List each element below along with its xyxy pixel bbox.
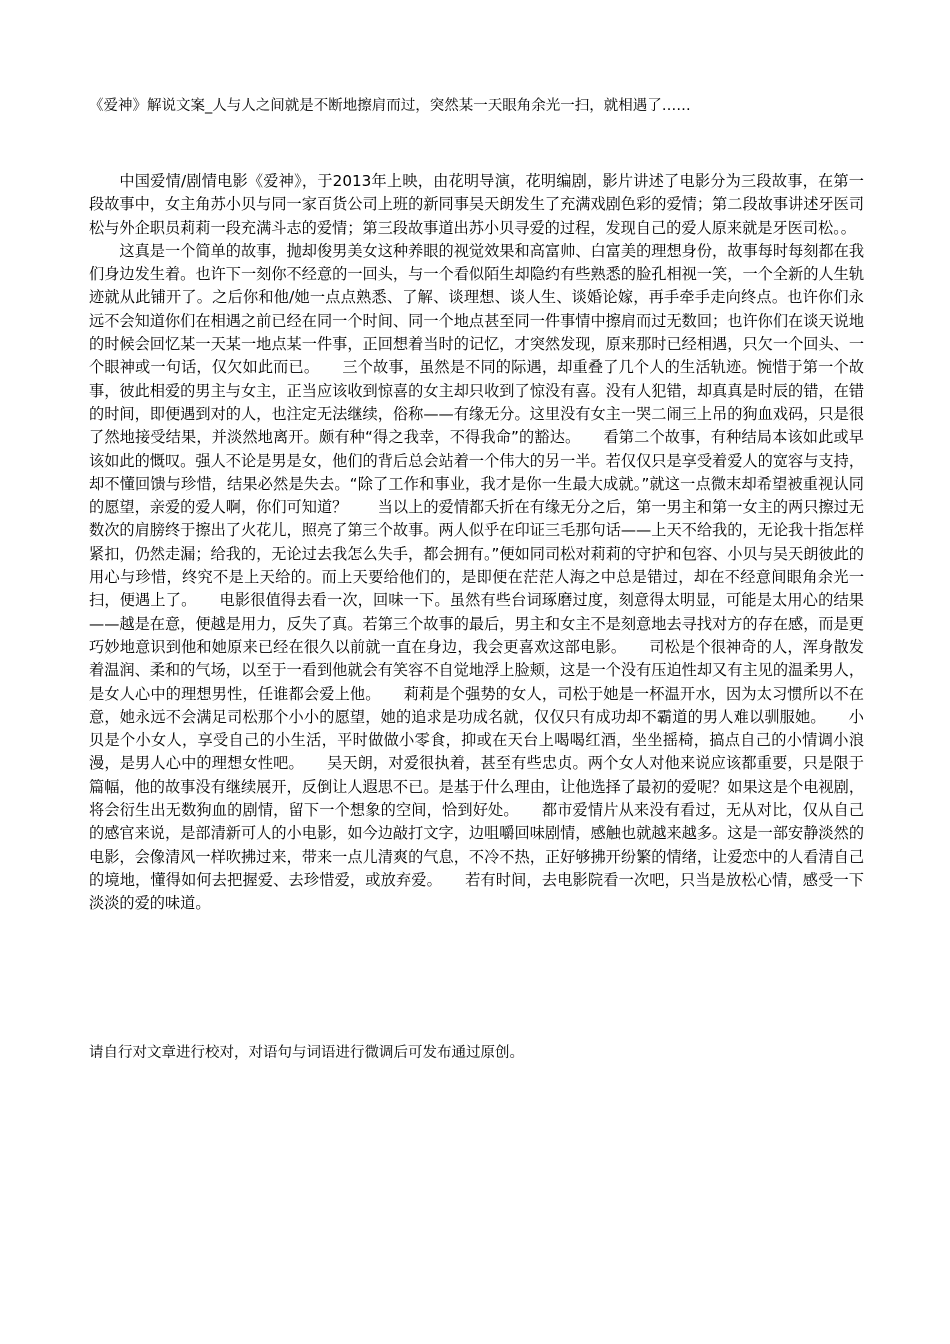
proofreading-note: 请自行对文章进行校对，对语句与词语进行微调后可发布通过原创。	[89, 1045, 524, 1061]
paragraph-intro: 中国爱情/剧情电影《爱神》，于2013年上映，由花明导演，花明编剧，影片讲述了电影分为三段故事，在第一段故事中，女主角苏小贝与同一家百货公司上班的新同事吴天朗发生了充满戏剧色彩的爱情；第二段故事讲述牙医司松与外企职员莉莉一段充满斗志的爱情；第三段故事道出苏小贝寻爱的过程，发现自己的爱人原来就是牙医司松。。	[89, 172, 864, 237]
article-body	[89, 170, 864, 916]
document-title: 《爱神》解说文案_人与人之间就是不断地擦肩而过，突然某一天眼角余光一扫，就相遇了……	[89, 98, 691, 114]
paragraph-review: 这真是一个简单的故事，抛却俊男美女这种养眼的视觉效果和高富帅、白富美的理想身份，故事每时每刻都在我们身边发生着。也许下一刻你不经意的一回头，与一个看似陌生却隐约有些熟悉的脸孔相视一笑，一个全新的人生轨迹就从此铺开了。之后你和他/她一点点熟悉、了解、谈理想、谈人生、谈婚论嫁，再手牵手走向终点。也许你们永远不会知道你们在相遇之前已经在同一个时间、同一个地点甚至同一件事情中擦肩而过无数回；也许你们在谈天说地的时候会回忆某一天某一地点某一件事，正回想着当时的记忆，才突然发现，原来那时已经相遇，只欠一个回头、一个眼神或一句话，仅欠如此而已。 三个故事，虽然是不同的际遇，却重叠了几个人的生活轨迹。惋惜于第一个故事，彼此相爱的男主与女主，正当应该收到惊喜的女主却只收到了惊没有喜。没有人犯错，却真真是时辰的错，在错的时间，即便遇到对的人，也注定无法继续，俗称——有缘无分。这里没有女主一哭二闹三上吊的狗血戏码，只是很了然地接受结果，并淡然地离开。颇有种“得之我幸，不得我命”的豁达。 看第二个故事，有种结局本该如此或早该如此的慨叹。强人不论是男是女，他们的背后总会站着一个伟大的另一半。若仅仅只是享受着爱人的宽容与支持，却不懂回馈与珍惜，结果必然是失去。“除了工作和事业，我才是你一生最大成就。”就这一点微末却希望被重视认同的愿望，亲爱的爱人啊，你们可知道？ 当以上的爱情都夭折在有缘无分之后，第一男主和第一女主的两只擦过无数次的肩膀终于擦出了火花儿，照亮了第三个故事。两人似乎在印证三毛那句话——上天不给我的，无论我十指怎样紧扣，仍然走漏；给我的，无论过去我怎么失手，都会拥有。”便如同司松对莉莉的守护和包容、小贝与吴天朗彼此的用心与珍惜，终究不是上天给的。而上天要给他们的，是即便在茫茫人海之中总是错过，却在不经意间眼角余光一扫，便遇上了。 电影很值得去看一次，回味一下。虽然有些台词琢磨过度，刻意得太明显，可能是太用心的结果——越是在意，便越是用力，反失了真。若第三个故事的最后，男主和女主不是刻意地去寻找对方的存在感，而是更巧妙地意识到他和她原来已经在很久以前就一直在身边，我会更喜欢这部电影。 司松是个很神奇的人，浑身散发着温润、柔和的气场，以至于一看到他就会有笑容不自觉地浮上脸颊，这是一个没有压迫性却又有主见的温柔男人，是女人心中的理想男性，任谁都会爱上他。 莉莉是个强势的女人，司松于她是一杯温开水，因为太习惯所以不在意，她永远不会满足司松那个小小的愿望，她的追求是功成名就，仅仅只有成功却不霸道的男人难以驯服她。 小贝是个小女人，享受自己的小生活，平时做做小零食，抑或在天台上喝喝红酒，坐坐摇椅，搞点自己的小情调小浪漫，是男人心中的理想女性吧。 吴天朗，对爱很执着，甚至有些忠贞。两个女人对他来说应该都重要，只是限于篇幅，他的故事没有继续展开，反倒让人遐思不已。是基于什么理由，让他选择了最初的爱呢？如果这是个电视剧，将会衍生出无数狗血的剧情，留下一个想象的空间，恰到好处。 都市爱情片从来没有看过，无从对比，仅从自己的感官来说，是部清新可人的小电影，如今边敲打文字，边咀嚼回味剧情，感触也就越来越多。这是一部安静淡然的电影，会像清风一样吹拂过来，带来一点儿清爽的气息，不冷不热，正好够拂开纷繁的情绪，让爱恋中的人看清自己的境地，懂得如何去把握爱、去珍惜爱，或放弃爱。 若有时间，去电影院看一次吧，只当是放松心情，感受一下淡淡的爱的味道。	[89, 241, 864, 913]
